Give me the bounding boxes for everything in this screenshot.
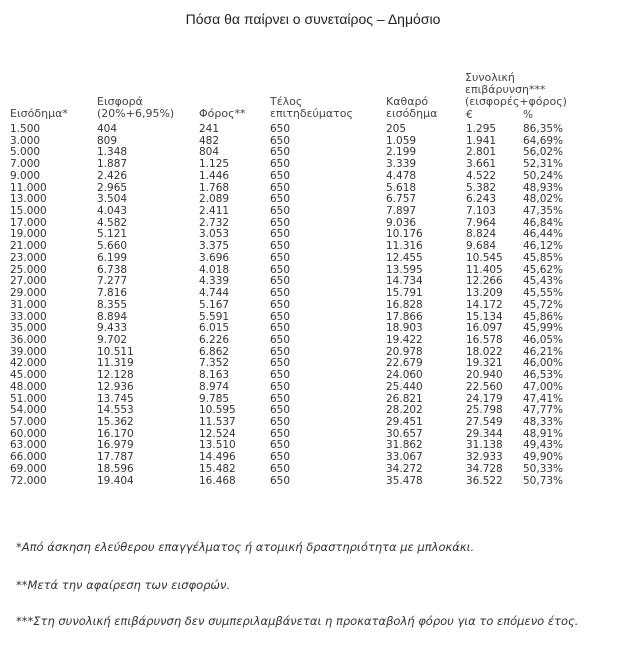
- income-cell: 19.000: [10, 228, 47, 241]
- header-fee-label-2: επιτηδεύματος: [270, 107, 353, 120]
- header-fee: [270, 72, 370, 122]
- contribution-cell: 2.965: [97, 181, 128, 194]
- burden-euro-cell: 16.097: [466, 322, 503, 335]
- burden-percent-cell: 64,69%: [523, 134, 564, 147]
- burden-euro-cell: 27.549: [466, 415, 503, 428]
- net-income-cell: 13.595: [386, 263, 423, 276]
- contribution-cell: 7.277: [97, 275, 128, 288]
- burden-percent-cell: 46,05%: [523, 333, 564, 346]
- net-income-cell: 5.618: [386, 181, 417, 194]
- income-cell: 63.000: [10, 439, 47, 452]
- net-income-cell: 25.440: [386, 380, 423, 393]
- income-cell: 3.000: [10, 134, 41, 147]
- burden-percent-cell: 48,33%: [523, 415, 564, 428]
- fee-cell: 650: [270, 193, 291, 206]
- header-contribution-rate: (20%+6,95%): [97, 107, 175, 120]
- fee-cell: 650: [270, 392, 291, 405]
- income-cell: 33.000: [10, 310, 47, 323]
- header-burden-euro: €: [466, 109, 473, 121]
- income-cell: 69.000: [10, 462, 47, 475]
- burden-percent-cell: 56,02%: [523, 146, 564, 159]
- income-cell: 5.000: [10, 146, 41, 159]
- header-burden-label: Συνολική: [465, 71, 515, 84]
- net-income-cell: 12.455: [386, 251, 423, 264]
- burden-euro-cell: 25.798: [466, 404, 503, 417]
- burden-euro-cell: 12.266: [466, 275, 503, 288]
- contribution-cell: 15.362: [97, 415, 134, 428]
- income-cell: 9.000: [10, 169, 41, 182]
- net-income-cell: 29.451: [386, 415, 423, 428]
- fee-cell: 650: [270, 404, 291, 417]
- header-burden-label-3: (εισφορές+φόρος): [465, 95, 567, 108]
- table-row: [0, 253, 626, 265]
- net-income-cell: 10.176: [386, 228, 423, 241]
- tax-cell: 1.125: [199, 158, 230, 171]
- contribution-cell: 6.738: [97, 263, 128, 276]
- tax-cell: 3.696: [199, 251, 230, 264]
- fee-cell: 650: [270, 275, 291, 288]
- fee-cell: 650: [270, 240, 291, 253]
- footnote-2: **Μετά την αφαίρεση των εισφορών.: [16, 578, 231, 592]
- fee-cell: 650: [270, 134, 291, 147]
- header-contribution: [97, 72, 197, 122]
- burden-euro-cell: 7.103: [466, 205, 497, 218]
- contribution-cell: 12.936: [97, 380, 134, 393]
- tax-cell: 5.167: [199, 298, 230, 311]
- tax-cell: 482: [199, 134, 220, 147]
- burden-percent-cell: 86,35%: [523, 123, 564, 135]
- fee-cell: 650: [270, 146, 291, 159]
- data-table: [0, 124, 626, 487]
- burden-euro-cell: 1.941: [466, 134, 497, 147]
- burden-euro-cell: 29.344: [466, 427, 503, 440]
- burden-percent-cell: 45,85%: [523, 251, 564, 264]
- page-title: Πόσα θα παίρνει ο συνεταίρος – Δημόσιο: [185, 11, 441, 27]
- net-income-cell: 15.791: [386, 287, 423, 300]
- income-cell: 25.000: [10, 263, 47, 276]
- fee-cell: 650: [270, 322, 291, 335]
- net-income-cell: 24.060: [386, 369, 423, 382]
- contribution-cell: 809: [97, 134, 118, 147]
- burden-percent-cell: 49,90%: [523, 451, 564, 464]
- net-income-cell: 19.422: [386, 333, 423, 346]
- contribution-cell: 1.348: [97, 146, 128, 159]
- fee-cell: 650: [270, 298, 291, 311]
- net-income-cell: 26.821: [386, 392, 423, 405]
- net-income-cell: 17.866: [386, 310, 423, 323]
- net-income-cell: 6.757: [386, 193, 417, 206]
- burden-percent-cell: 45,86%: [523, 310, 564, 323]
- burden-euro-cell: 14.172: [466, 298, 503, 311]
- table-row: [0, 417, 626, 429]
- tax-cell: 1.446: [199, 169, 230, 182]
- income-cell: 42.000: [10, 357, 47, 370]
- tax-cell: 1.768: [199, 181, 230, 194]
- contribution-cell: 19.404: [97, 474, 134, 487]
- net-income-cell: 3.339: [386, 158, 417, 171]
- contribution-cell: 2.426: [97, 169, 128, 182]
- burden-euro-cell: 19.321: [466, 357, 503, 370]
- tax-cell: 7.352: [199, 357, 230, 370]
- tax-cell: 10.595: [199, 404, 236, 417]
- burden-percent-cell: 47,35%: [523, 205, 564, 218]
- income-cell: 7.000: [10, 158, 41, 171]
- header-income: [10, 72, 90, 122]
- contribution-cell: 12.128: [97, 369, 134, 382]
- tax-cell: 2.089: [199, 193, 230, 206]
- burden-percent-cell: 45,62%: [523, 263, 564, 276]
- tax-cell: 241: [199, 123, 220, 135]
- contribution-cell: 7.816: [97, 287, 128, 300]
- burden-percent-cell: 46,12%: [523, 240, 564, 253]
- burden-percent-cell: 50,24%: [523, 169, 564, 182]
- header-net-label-2: εισόδημα: [386, 107, 438, 120]
- fee-cell: 650: [270, 123, 291, 135]
- header-fee-label: Τέλος: [270, 95, 303, 108]
- burden-percent-cell: 46,21%: [523, 345, 564, 358]
- burden-euro-cell: 2.801: [466, 146, 497, 159]
- income-cell: 11.000: [10, 181, 47, 194]
- income-cell: 1.500: [10, 123, 41, 135]
- fee-cell: 650: [270, 216, 291, 229]
- burden-percent-cell: 45,99%: [523, 322, 564, 335]
- header-total-burden: [465, 60, 615, 110]
- header-tax-label: Φόρος**: [199, 107, 246, 120]
- income-cell: 23.000: [10, 251, 47, 264]
- fee-cell: 650: [270, 228, 291, 241]
- income-cell: 35.000: [10, 322, 47, 335]
- net-income-cell: 16.828: [386, 298, 423, 311]
- header-tax: [199, 72, 269, 122]
- table-row: [0, 171, 626, 183]
- contribution-cell: 4.582: [97, 216, 128, 229]
- income-cell: 48.000: [10, 380, 47, 393]
- fee-cell: 650: [270, 427, 291, 440]
- income-cell: 15.000: [10, 205, 47, 218]
- fee-cell: 650: [270, 462, 291, 475]
- burden-percent-cell: 45,55%: [523, 287, 564, 300]
- burden-euro-cell: 15.134: [466, 310, 503, 323]
- table-row: [0, 476, 626, 488]
- burden-percent-cell: 46,53%: [523, 369, 564, 382]
- header-net-label: Καθαρό: [386, 95, 429, 108]
- fee-cell: 650: [270, 380, 291, 393]
- contribution-cell: 5.121: [97, 228, 128, 241]
- net-income-cell: 18.903: [386, 322, 423, 335]
- net-income-cell: 20.978: [386, 345, 423, 358]
- contribution-cell: 9.433: [97, 322, 128, 335]
- burden-euro-cell: 3.661: [466, 158, 497, 171]
- tax-cell: 4.018: [199, 263, 230, 276]
- burden-percent-cell: 48,91%: [523, 427, 564, 440]
- income-cell: 54.000: [10, 404, 47, 417]
- burden-percent-cell: 48,02%: [523, 193, 564, 206]
- fee-cell: 650: [270, 169, 291, 182]
- tax-cell: 8.974: [199, 380, 230, 393]
- burden-euro-cell: 1.295: [466, 123, 497, 135]
- burden-euro-cell: 32.933: [466, 451, 503, 464]
- burden-percent-cell: 50,33%: [523, 462, 564, 475]
- income-cell: 17.000: [10, 216, 47, 229]
- tax-cell: 9.785: [199, 392, 230, 405]
- contribution-cell: 8.355: [97, 298, 128, 311]
- contribution-cell: 1.887: [97, 158, 128, 171]
- tax-cell: 12.524: [199, 427, 236, 440]
- fee-cell: 650: [270, 310, 291, 323]
- burden-percent-cell: 47,41%: [523, 392, 564, 405]
- tax-cell: 6.015: [199, 322, 230, 335]
- burden-euro-cell: 24.179: [466, 392, 503, 405]
- fee-cell: 650: [270, 345, 291, 358]
- burden-euro-cell: 16.578: [466, 333, 503, 346]
- income-cell: 27.000: [10, 275, 47, 288]
- tax-cell: 4.744: [199, 287, 230, 300]
- burden-euro-cell: 6.243: [466, 193, 497, 206]
- tax-cell: 5.591: [199, 310, 230, 323]
- burden-euro-cell: 8.824: [466, 228, 497, 241]
- net-income-cell: 1.059: [386, 134, 417, 147]
- burden-euro-cell: 9.684: [466, 240, 497, 253]
- fee-cell: 650: [270, 333, 291, 346]
- burden-euro-cell: 7.964: [466, 216, 497, 229]
- contribution-cell: 5.660: [97, 240, 128, 253]
- fee-cell: 650: [270, 474, 291, 487]
- net-income-cell: 34.272: [386, 462, 423, 475]
- tax-cell: 3.053: [199, 228, 230, 241]
- header-income-label: Εισόδημα*: [10, 107, 68, 120]
- net-income-cell: 28.202: [386, 404, 423, 417]
- income-cell: 66.000: [10, 451, 47, 464]
- burden-euro-cell: 13.209: [466, 287, 503, 300]
- table-row: [0, 382, 626, 394]
- fee-cell: 650: [270, 158, 291, 171]
- contribution-cell: 404: [97, 123, 118, 135]
- contribution-cell: 11.319: [97, 357, 134, 370]
- contribution-cell: 16.170: [97, 427, 134, 440]
- tax-cell: 16.468: [199, 474, 236, 487]
- tax-cell: 11.537: [199, 415, 236, 428]
- contribution-cell: 8.894: [97, 310, 128, 323]
- contribution-cell: 9.702: [97, 333, 128, 346]
- income-cell: 21.000: [10, 240, 47, 253]
- header-contribution-label: Εισφορά: [97, 95, 143, 108]
- fee-cell: 650: [270, 251, 291, 264]
- table-row: [0, 206, 626, 218]
- fee-cell: 650: [270, 205, 291, 218]
- burden-percent-cell: 45,43%: [523, 275, 564, 288]
- contribution-cell: 13.745: [97, 392, 134, 405]
- fee-cell: 650: [270, 451, 291, 464]
- income-cell: 45.000: [10, 369, 47, 382]
- burden-euro-cell: 18.022: [466, 345, 503, 358]
- net-income-cell: 11.316: [386, 240, 423, 253]
- net-income-cell: 35.478: [386, 474, 423, 487]
- burden-percent-cell: 52,31%: [523, 158, 564, 171]
- tax-cell: 8.163: [199, 369, 230, 382]
- contribution-cell: 18.596: [97, 462, 134, 475]
- income-cell: 36.000: [10, 333, 47, 346]
- tax-cell: 15.482: [199, 462, 236, 475]
- net-income-cell: 2.199: [386, 146, 417, 159]
- burden-percent-cell: 48,93%: [523, 181, 564, 194]
- table-row: [0, 300, 626, 312]
- burden-percent-cell: 47,00%: [523, 380, 564, 393]
- burden-euro-cell: 31.138: [466, 439, 503, 452]
- fee-cell: 650: [270, 263, 291, 276]
- income-cell: 39.000: [10, 345, 47, 358]
- header-burden-label-2: επιβάρυνση***: [465, 83, 546, 96]
- net-income-cell: 9.036: [386, 216, 417, 229]
- income-cell: 57.000: [10, 415, 47, 428]
- net-income-cell: 14.734: [386, 275, 423, 288]
- fee-cell: 650: [270, 181, 291, 194]
- burden-euro-cell: 10.545: [466, 251, 503, 264]
- contribution-cell: 4.043: [97, 205, 128, 218]
- tax-cell: 3.375: [199, 240, 230, 253]
- fee-cell: 650: [270, 415, 291, 428]
- table-row: [0, 335, 626, 347]
- income-cell: 13.000: [10, 193, 47, 206]
- income-cell: 72.000: [10, 474, 47, 487]
- tax-cell: 6.862: [199, 345, 230, 358]
- contribution-cell: 14.553: [97, 404, 134, 417]
- table-row: [0, 464, 626, 476]
- burden-euro-cell: 22.560: [466, 380, 503, 393]
- contribution-cell: 16.979: [97, 439, 134, 452]
- burden-percent-cell: 49,43%: [523, 439, 564, 452]
- fee-cell: 650: [270, 287, 291, 300]
- footnote-3: ***Στη συνολική επιβάρυνση δεν συμπεριλαμβάνεται η προκαταβολή φόρου για το επόμενο έτος.: [16, 614, 579, 628]
- fee-cell: 650: [270, 357, 291, 370]
- fee-cell: 650: [270, 439, 291, 452]
- burden-percent-cell: 45,72%: [523, 298, 564, 311]
- tax-cell: 2.411: [199, 205, 230, 218]
- income-cell: 60.000: [10, 427, 47, 440]
- contribution-cell: 17.787: [97, 451, 134, 464]
- burden-euro-cell: 20.940: [466, 369, 503, 382]
- tax-cell: 4.339: [199, 275, 230, 288]
- net-income-cell: 31.862: [386, 439, 423, 452]
- burden-euro-cell: 34.728: [466, 462, 503, 475]
- burden-percent-cell: 47,77%: [523, 404, 564, 417]
- tax-cell: 804: [199, 146, 220, 159]
- contribution-cell: 3.504: [97, 193, 128, 206]
- net-income-cell: 33.067: [386, 451, 423, 464]
- tax-cell: 2.732: [199, 216, 230, 229]
- burden-euro-cell: 11.405: [466, 263, 503, 276]
- net-income-cell: 7.897: [386, 205, 417, 218]
- header-burden-percent: %: [523, 109, 533, 121]
- table-row: [0, 124, 626, 136]
- burden-percent-cell: 50,73%: [523, 474, 564, 487]
- header-net-income: [386, 72, 466, 122]
- income-cell: 51.000: [10, 392, 47, 405]
- net-income-cell: 4.478: [386, 169, 417, 182]
- burden-percent-cell: 46,44%: [523, 228, 564, 241]
- footnote-1: *Από άσκηση ελεύθερου επαγγέλματος ή ατομική δραστηριότητα με μπλοκάκι.: [16, 540, 475, 554]
- fee-cell: 650: [270, 369, 291, 382]
- tax-cell: 14.496: [199, 451, 236, 464]
- tax-cell: 13.510: [199, 439, 236, 452]
- contribution-cell: 6.199: [97, 251, 128, 264]
- income-cell: 31.000: [10, 298, 47, 311]
- burden-percent-cell: 46,00%: [523, 357, 564, 370]
- burden-percent-cell: 46,84%: [523, 216, 564, 229]
- burden-euro-cell: 36.522: [466, 474, 503, 487]
- burden-euro-cell: 5.382: [466, 181, 497, 194]
- income-cell: 29.000: [10, 287, 47, 300]
- contribution-cell: 10.511: [97, 345, 134, 358]
- burden-euro-cell: 4.522: [466, 169, 497, 182]
- net-income-cell: 30.657: [386, 427, 423, 440]
- net-income-cell: 205: [386, 123, 407, 135]
- tax-cell: 6.226: [199, 333, 230, 346]
- net-income-cell: 22.679: [386, 357, 423, 370]
